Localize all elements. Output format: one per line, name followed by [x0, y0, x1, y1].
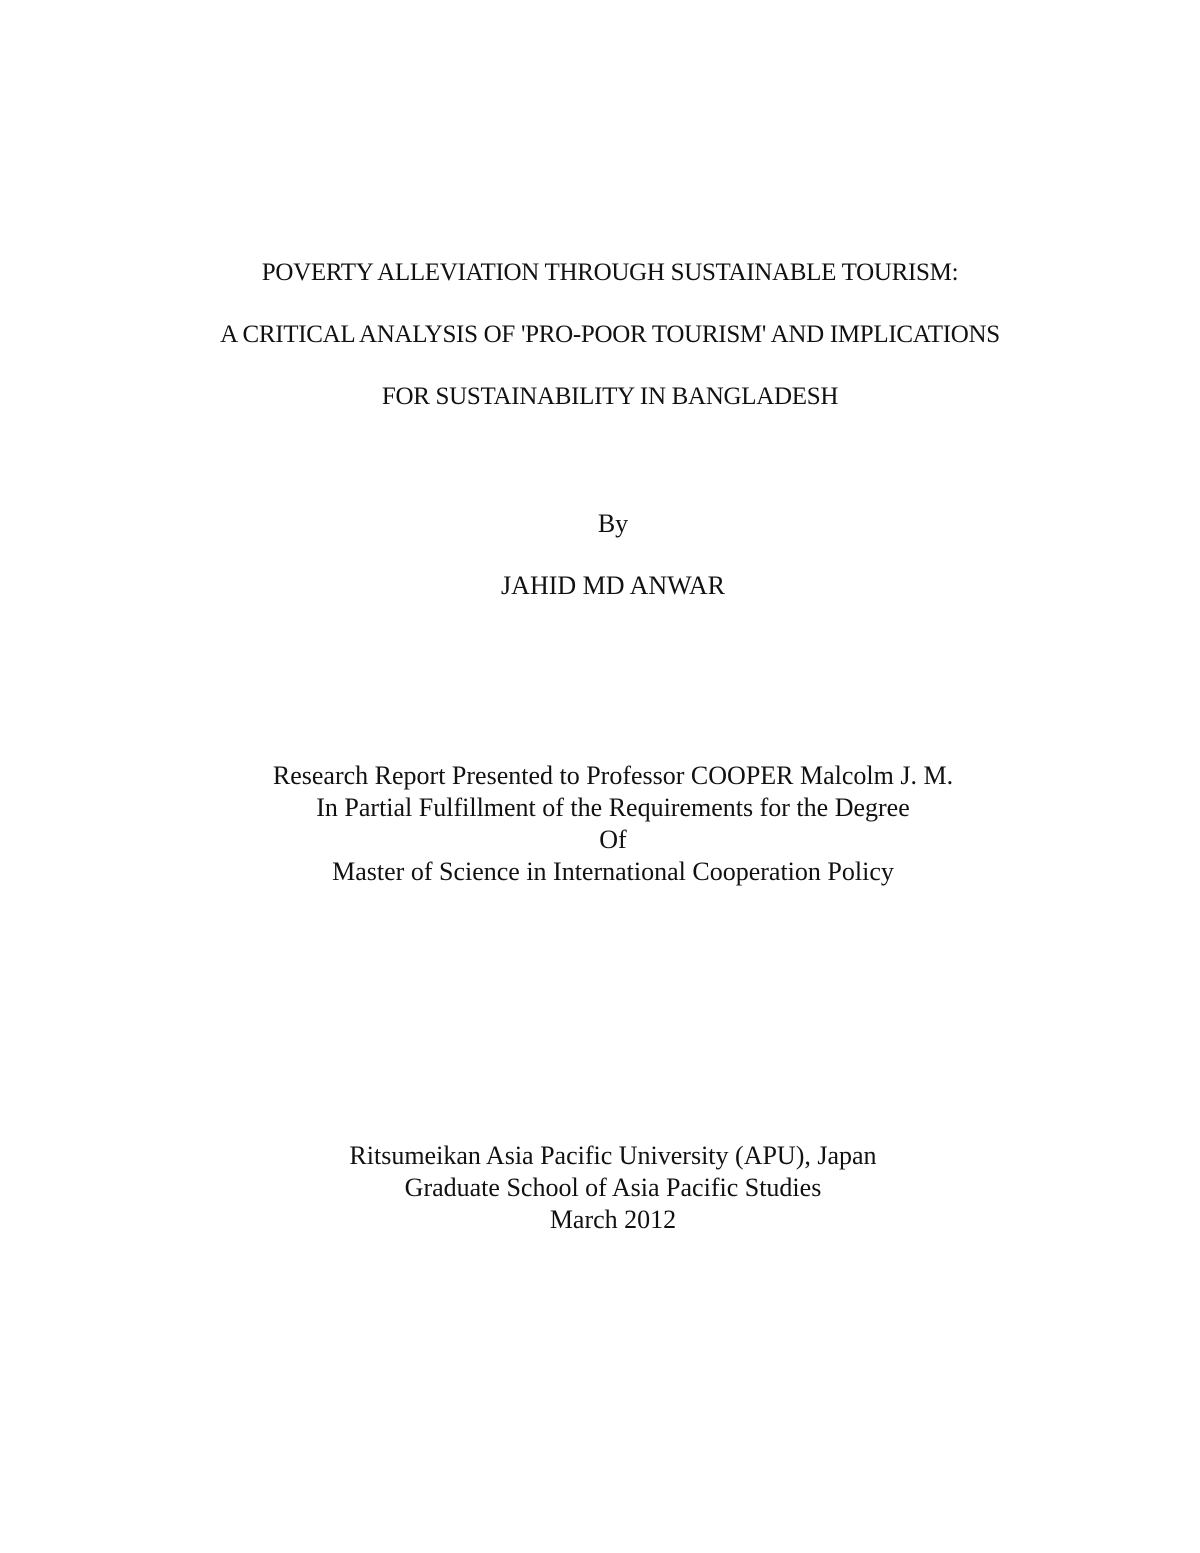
submission-date: March 2012 [549, 1205, 677, 1234]
title-line-1: POVERTY ALLEVIATION THROUGH SUSTAINABLE TOURISM: [261, 259, 959, 286]
title-line-2: A CRITICAL ANALYSIS OF 'PRO-POOR TOURISM' AND IMPLICATIONS [220, 321, 1000, 348]
title-line-3: FOR SUSTAINABILITY IN BANGLADESH [381, 383, 839, 410]
submission-line-2: In Partial Fulfillment of the Requirements for the Degree [316, 793, 910, 822]
submission-line-3: Of [599, 825, 627, 854]
author-name: JAHID MD ANWAR [501, 571, 725, 600]
degree-name: Master of Science in International Cooperation Policy [332, 857, 894, 886]
school-name: Graduate School of Asia Pacific Studies [404, 1173, 822, 1202]
submission-line-1: Research Report Presented to Professor COOPER Malcolm J. M. [272, 761, 954, 790]
university-name: Ritsumeikan Asia Pacific University (APU), Japan [349, 1141, 877, 1170]
by-label: By [597, 509, 629, 538]
